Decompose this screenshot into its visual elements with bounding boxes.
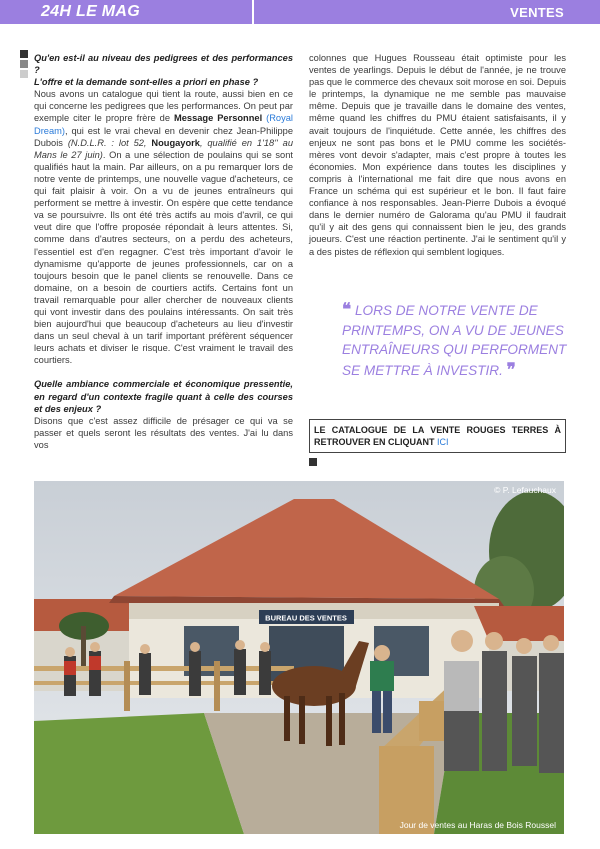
decorative-squares bbox=[20, 50, 29, 80]
catalogue-text: LE CATALOGUE DE LA VENTE ROUGES TERRES À RETROUVER EN CLIQUANT bbox=[314, 425, 561, 447]
section-label: VENTES bbox=[510, 5, 564, 20]
square-light-icon bbox=[20, 70, 28, 78]
answer-1-note-a: (N.D.L.R. : lot 52, bbox=[67, 137, 152, 148]
photo-illustration bbox=[34, 481, 564, 834]
link-royal-dream[interactable]: (Royal Dream) bbox=[34, 113, 293, 136]
horse-name-nougayork: Nougayork bbox=[151, 137, 200, 148]
answer-1-note-b: , qualifié en 1'18'' au Mans le 27 juin) bbox=[34, 137, 293, 160]
article-column-right bbox=[309, 52, 566, 258]
page-header bbox=[0, 0, 600, 24]
answer-2-continued: colonnes que Hugues Rousseau était optimiste pour les ventes de yearlings. Depuis le début de l'année, je ne trouve pas que le commerce des chevaux soit morose en soi. Depuis le printemps, la dynamique ne me semble pas mauvaise même. Depuis que je travaille dans le domaine des ventes, même quand les chiffres du PMU étaient satisfaisants, il y avait toujours de l'inquiétude. Cette année, les chiffres des enjeux ne sont pas bons et le PMU comme les sociétés-mères vont devoir s'adapter, mais c'est propre à toutes les économies. Mon expérience dans toutes les disciplines y compris à l'international me fait dire que nous avons en France un schéma qui est supérieur et le bon. Il faut faire confiance à nos responsables. Jean-Pierre Dubois a évoqué dans le dernier numéro de Galorama qu'au PMU il faudrait qu'il y ait des gens qui connaissent bien le jeu, des grands joueurs. C'est une réaction pertinente. J'ai le sentiment qu'il y a des pistes de réflexion qui semblent logiques. bbox=[309, 53, 566, 257]
header-right-band bbox=[252, 0, 600, 24]
photo-haras-bois-roussel bbox=[34, 481, 564, 834]
header-left-band bbox=[0, 0, 252, 24]
answer-2: Disons que c'est assez difficile de présager ce qui va se passer et quels seront les résultats des ventes. J'ai lu dans vos bbox=[34, 415, 293, 450]
sign-bureau-des-ventes: BUREAU DES VENTES bbox=[265, 613, 347, 623]
quote-open-icon: ❝ bbox=[342, 300, 352, 319]
end-square-icon bbox=[309, 458, 317, 466]
question-1-line-1: Qu'en est-il au niveau des pedigrees et des performances ? bbox=[34, 53, 293, 76]
quote-close-icon: ❞ bbox=[506, 359, 516, 379]
square-dark-icon bbox=[20, 50, 28, 58]
pull-quote-text: LORS DE NOTRE VENTE DE PRINTEMPS, ON A VU DE JEUNES ENTRAÎNEURS QUI PERFORMENT SE METTRE À INVESTIR. bbox=[342, 303, 567, 378]
answer-1 bbox=[34, 88, 293, 366]
article-column-left bbox=[34, 52, 293, 451]
question-2: Quelle ambiance commerciale et économique pressentie, en regard d'un contexte fragile quant à celle des courses et des enjeux ? bbox=[34, 379, 293, 414]
magazine-title: 24H LE MAG bbox=[41, 3, 141, 20]
answer-1-text-c: . On a une sélection de poulains qui se sont qualifiés haut la main. Par ailleurs, on a pu remarquer lors de notre vente de printemps, une nouvelle vague d'acheteurs, ce qui fait plaisir à voir. On a vu de jeunes entraîneurs qui performent se mettre à investir. On espère que cette tendance va se poursuivre. Ils ont été très actifs au mois d'avril, ce qui veut dire que l'offre proposée répondait à leurs attentes. Si, comme dans d'autres secteurs, on a perdu des acheteurs, l'essentiel est d'en regagner. C'est très important d'avoir le dynamisme qu'apporte de jeunes professionnels, car on a toujours besoin que le panel clients se renouvelle. Dans ce domaine, on a besoin de courtiers actifs. Certains font un travail remarquable pour aller chercher de nouveaux clients qui vont investir dans des poulains intéressants. On sait très bien aujourd'hui que beaucoup d'acheteurs au lieu d'investir dans un seul cheval à un tarif important préfèrent séquencer leurs achats et diviser le risque. C'est vraiment le travail des courtiers. bbox=[34, 149, 293, 366]
answer-1-text-a: Nous avons un catalogue qui tient la route, aussi bien en ce qui concerne les pedigrees que les performances. On peut par exemple citer le propre frère de bbox=[34, 89, 293, 124]
catalogue-callout bbox=[309, 419, 566, 453]
question-1 bbox=[34, 52, 293, 88]
square-mid-icon bbox=[20, 60, 28, 68]
horse-name-message-personnel: Message Personnel bbox=[173, 113, 263, 124]
catalogue-link[interactable]: ICI bbox=[437, 437, 449, 447]
pull-quote bbox=[342, 300, 567, 380]
photo-caption: Jour de ventes au Haras de Bois Roussel bbox=[399, 820, 556, 830]
photo-credit: © P. Lefauchaux bbox=[494, 485, 556, 495]
question-1-line-2: L'offre et la demande sont-elles a priori en phase ? bbox=[34, 77, 259, 88]
answer-1-text-b: , qui est le vrai cheval en devenir chez Jean-Philippe Dubois bbox=[34, 125, 293, 148]
